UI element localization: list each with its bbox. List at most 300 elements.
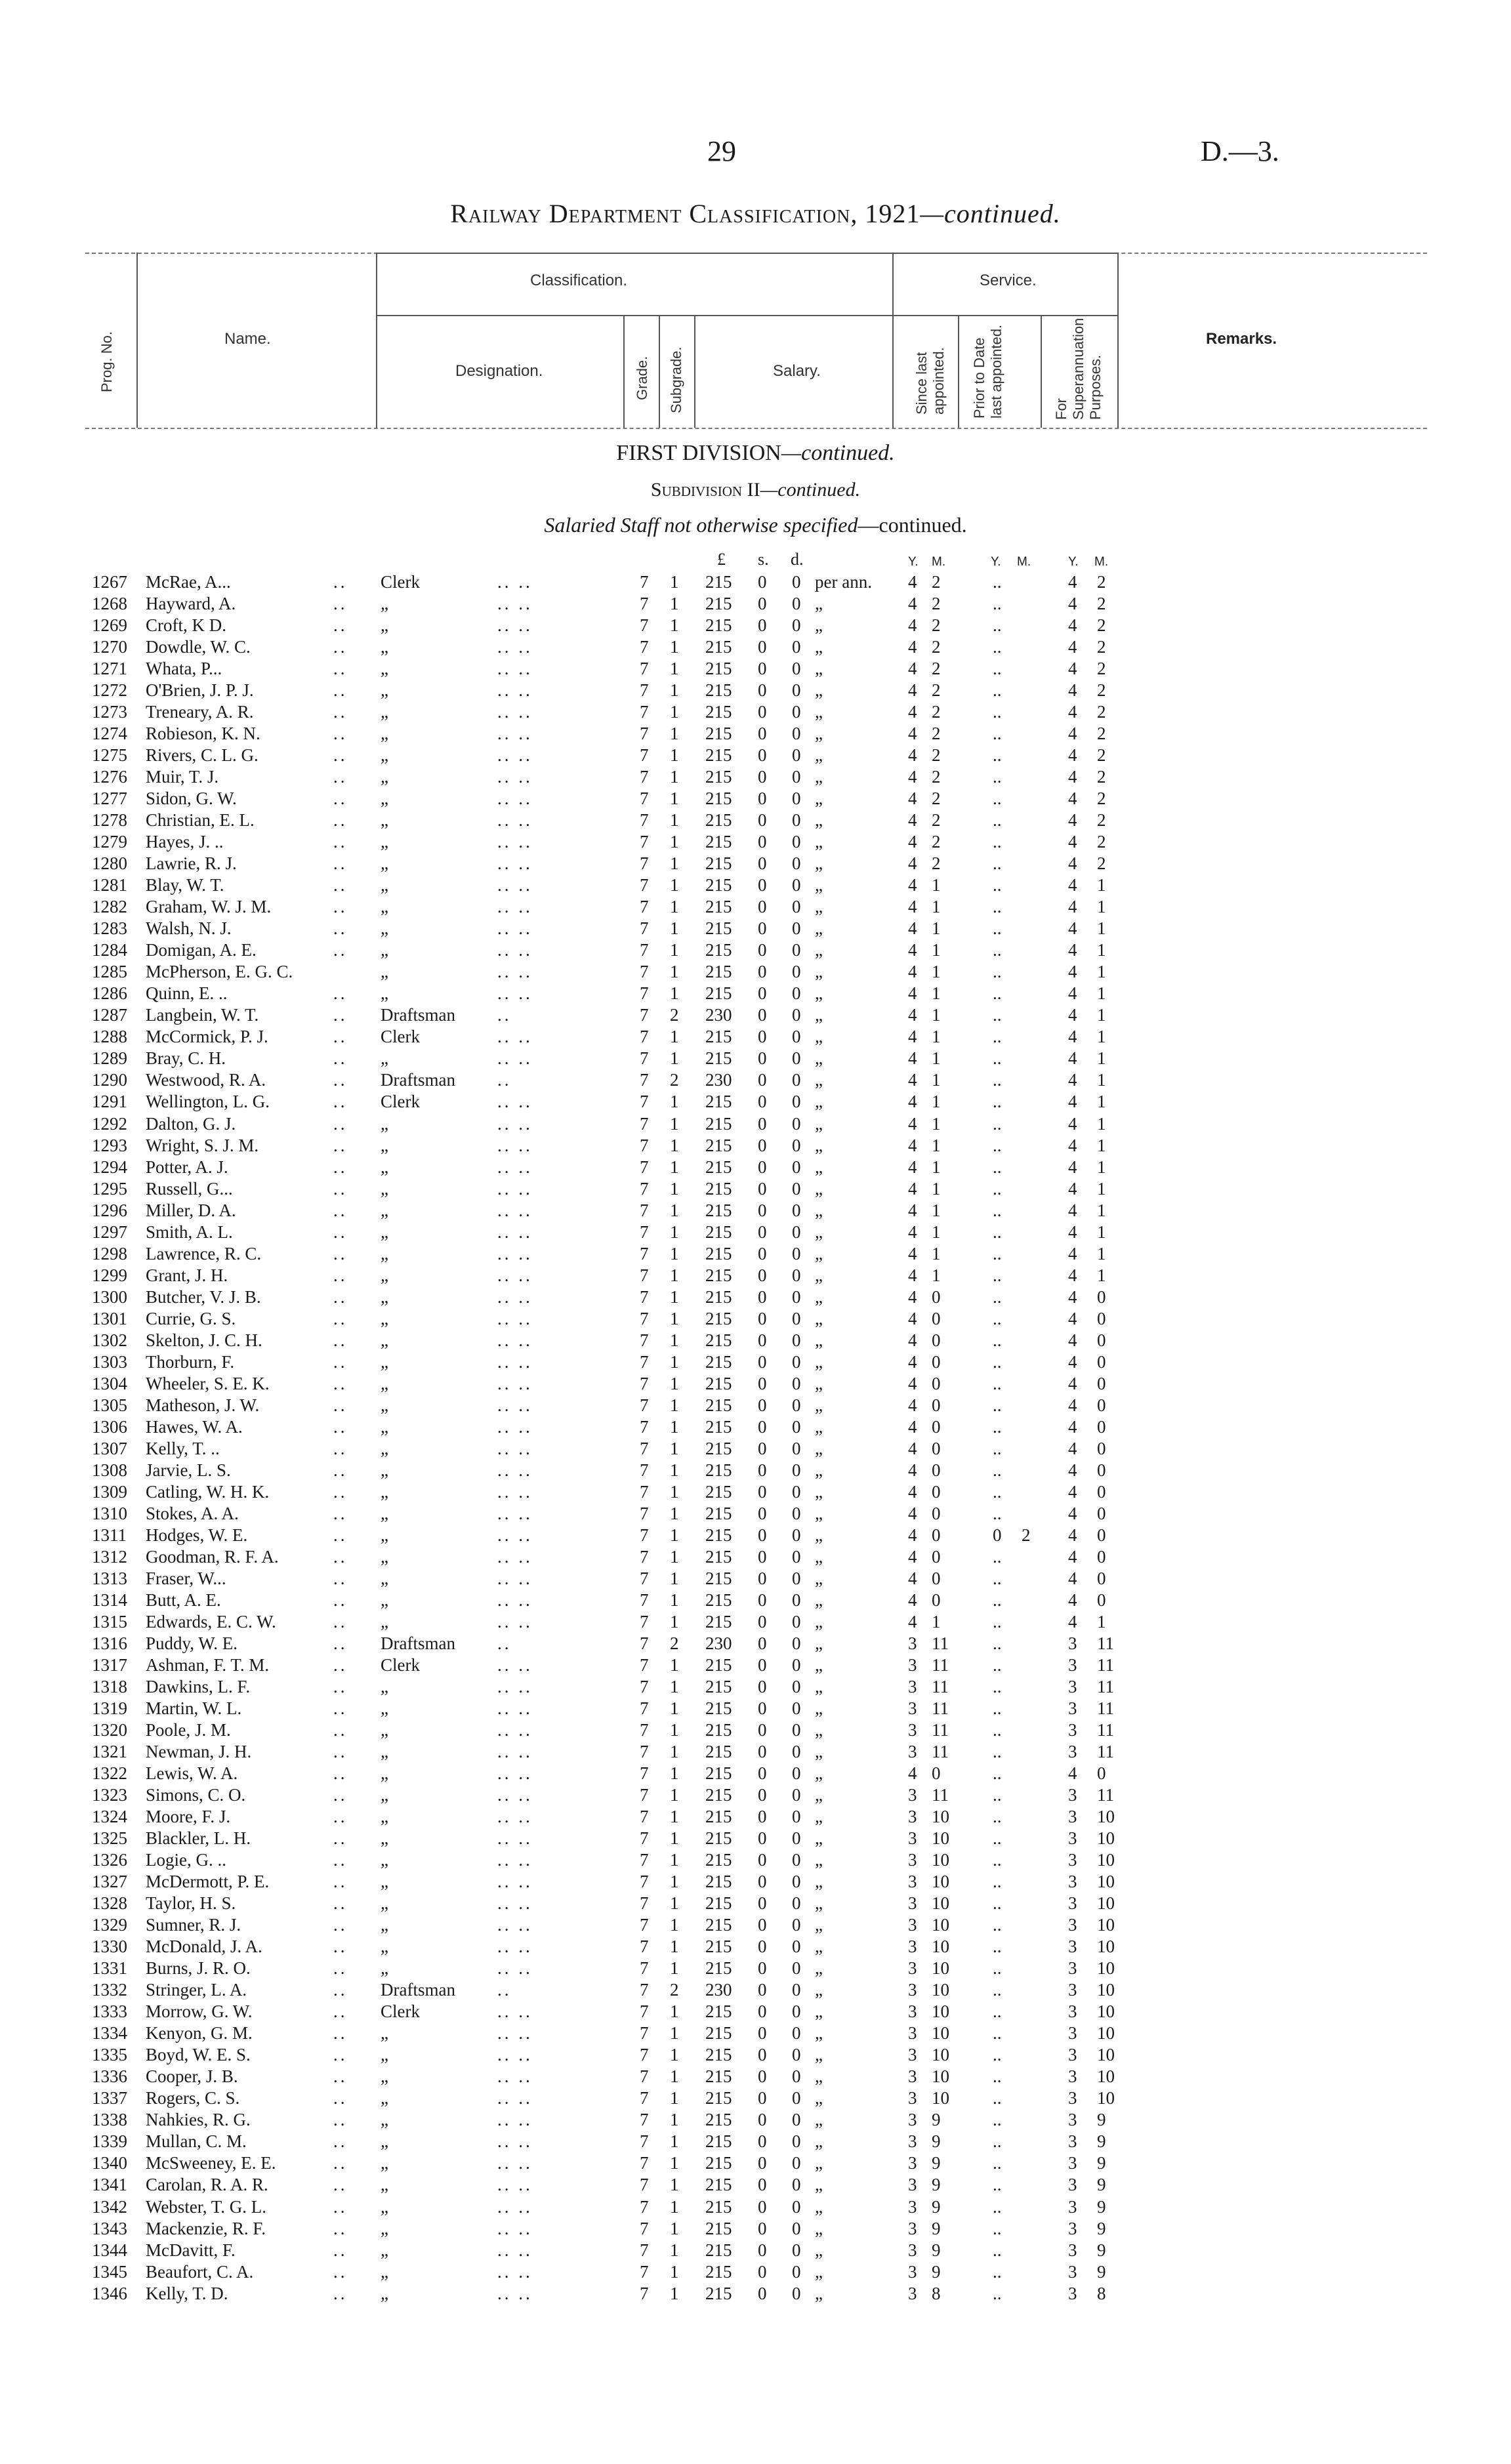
since-months-cell: 1: [932, 940, 941, 960]
salary-period-cell: „: [815, 1980, 823, 2000]
salary-pounds-cell: 215: [705, 1179, 732, 1199]
prog-no-cell: 1306: [92, 1417, 127, 1437]
salary-pence-cell: 0: [792, 1893, 801, 1913]
leader-dots: .. ..: [497, 702, 533, 722]
grade-cell: 7: [640, 1092, 649, 1111]
table-row: [0, 2197, 1511, 2219]
designation-cell: „: [381, 1222, 388, 1242]
prior-years-cell: ..: [993, 1590, 1002, 1610]
leader-dots: ..: [333, 918, 348, 938]
prior-years-cell: ..: [993, 1005, 1002, 1025]
name-cell: Butcher, V. J. B.: [146, 1287, 261, 1307]
salary-pence-cell: 0: [792, 1179, 801, 1199]
since-months-cell: 0: [932, 1460, 941, 1480]
salary-pence-cell: 0: [792, 1525, 801, 1545]
salary-pounds-cell: 215: [705, 1201, 732, 1220]
subgrade-cell: 1: [670, 2023, 679, 2043]
subgrade-cell: 1: [670, 2066, 679, 2086]
prior-years-cell: ..: [993, 1460, 1002, 1480]
salary-pounds-cell: 215: [705, 1612, 732, 1632]
leader-dots: ..: [333, 983, 348, 1003]
since-years-cell: 3: [908, 2240, 917, 2260]
salary-period-cell: „: [815, 1525, 823, 1545]
name-cell: Bray, C. H.: [146, 1048, 226, 1068]
salary-pence-cell: 0: [792, 1265, 801, 1285]
table-row: [0, 1633, 1511, 1655]
salary-pence-cell: 0: [792, 2240, 801, 2260]
salary-period-cell: „: [815, 1482, 823, 1502]
salary-pounds-cell: 215: [705, 724, 732, 743]
since-months-cell: 11: [932, 1655, 949, 1675]
super-months-cell: 2: [1097, 724, 1106, 743]
leader-dots: .. ..: [497, 2262, 533, 2282]
leader-dots: ..: [333, 2240, 348, 2260]
super-years-cell: 4: [1068, 1092, 1077, 1111]
leader-dots: ..: [333, 1504, 348, 1523]
super-years-cell: 4: [1068, 594, 1077, 613]
super-years-cell: 4: [1068, 1048, 1077, 1068]
prog-no-cell: 1299: [92, 1265, 127, 1285]
leader-dots: .. ..: [497, 832, 533, 852]
prior-years-cell: ..: [993, 1439, 1002, 1458]
prior-years-cell: ..: [993, 1893, 1002, 1913]
since-months-cell: 1: [932, 1179, 941, 1199]
table-row: [0, 1048, 1511, 1070]
salary-pence-cell: 0: [792, 1742, 801, 1761]
subdivision-heading: [0, 479, 1511, 501]
designation-cell: Clerk: [381, 1027, 420, 1046]
table-row: [0, 897, 1511, 918]
since-months-cell: 0: [932, 1395, 941, 1415]
designation-cell: „: [381, 1850, 388, 1870]
leader-dots: .. ..: [497, 1092, 533, 1111]
salary-pence-cell: 0: [792, 2023, 801, 2043]
name-cell: Poole, J. M.: [146, 1720, 231, 1740]
salary-period-cell: „: [815, 2023, 823, 2043]
name-cell: Wheeler, S. E. K.: [146, 1374, 270, 1393]
salary-shillings-cell: 0: [758, 1201, 767, 1220]
leader-dots: ..: [497, 1633, 512, 1653]
subgrade-cell: 1: [670, 897, 679, 916]
super-months-cell: 2: [1097, 702, 1106, 722]
salary-period-cell: „: [815, 1850, 823, 1870]
name-cell: Blackler, L. H.: [146, 1828, 251, 1848]
super-months-cell: 11: [1097, 1720, 1114, 1740]
salary-pounds-cell: 215: [705, 1136, 732, 1155]
since-months-cell: 10: [932, 1980, 949, 2000]
grade-cell: 7: [640, 1287, 649, 1307]
salary-shillings-cell: 0: [758, 1742, 767, 1761]
subgrade-cell: 1: [670, 918, 679, 938]
designation-cell: „: [381, 2284, 388, 2303]
salary-pence-cell: 0: [792, 1114, 801, 1134]
subgrade-cell: 1: [670, 1763, 679, 1783]
leader-dots: .. ..: [497, 1460, 533, 1480]
super-months-cell: 9: [1097, 2262, 1106, 2282]
leader-dots: ..: [333, 1222, 348, 1242]
prog-no-cell: 1278: [92, 810, 127, 830]
table-row: [0, 1980, 1511, 2002]
salary-shillings-cell: 0: [758, 572, 767, 592]
designation-cell: Clerk: [381, 1092, 420, 1111]
prog-no-cell: 1289: [92, 1048, 127, 1068]
salary-pounds-cell: 215: [705, 897, 732, 916]
name-cell: Lawrence, R. C.: [146, 1244, 262, 1263]
salary-pence-cell: 0: [792, 2262, 801, 2282]
leader-dots: ..: [333, 1720, 348, 1740]
salary-pounds-cell: 215: [705, 1222, 732, 1242]
subgrade-cell: 1: [670, 1201, 679, 1220]
salary-period-cell: „: [815, 2153, 823, 2173]
prog-no-cell: 1342: [92, 2197, 127, 2217]
leader-dots: .. ..: [497, 659, 533, 678]
super-months-cell: 8: [1097, 2284, 1106, 2303]
super-months-cell: 0: [1097, 1525, 1106, 1545]
salary-pounds-cell: 215: [705, 2023, 732, 2043]
unit-pound: £: [717, 550, 726, 569]
prior-years-cell: ..: [993, 1179, 1002, 1199]
grade-cell: 7: [640, 1698, 649, 1718]
leader-dots: ..: [333, 832, 348, 852]
salary-pence-cell: 0: [792, 810, 801, 830]
super-years-cell: 4: [1068, 572, 1077, 592]
salary-pounds-cell: 215: [705, 1157, 732, 1177]
super-months-cell: 1: [1097, 983, 1106, 1003]
subgrade-cell: 1: [670, 810, 679, 830]
grade-cell: 7: [640, 853, 649, 873]
grade-cell: 7: [640, 2023, 649, 2043]
salary-period-cell: „: [815, 1309, 823, 1328]
leader-dots: .. ..: [497, 1482, 533, 1502]
table-row: [0, 1352, 1511, 1374]
salary-pounds-cell: 215: [705, 680, 732, 700]
prog-no-cell: 1312: [92, 1547, 127, 1567]
designation-cell: „: [381, 1915, 388, 1935]
subgrade-cell: 1: [670, 1136, 679, 1155]
since-months-cell: 9: [932, 2175, 941, 2194]
name-cell: McDermott, P. E.: [146, 1872, 270, 1891]
designation-cell: „: [381, 832, 388, 852]
leader-dots: ..: [333, 810, 348, 830]
salary-shillings-cell: 0: [758, 1070, 767, 1090]
leader-dots: ..: [333, 2219, 348, 2238]
leader-dots: ..: [333, 1937, 348, 1956]
salary-pounds-cell: 215: [705, 1525, 732, 1545]
prior-years-cell: ..: [993, 1374, 1002, 1393]
since-months-cell: 2: [932, 832, 941, 852]
leader-dots: ..: [333, 572, 348, 592]
salary-pence-cell: 0: [792, 1612, 801, 1632]
subgrade-cell: 1: [670, 1048, 679, 1068]
leader-dots: .. ..: [497, 962, 533, 981]
super-months-cell: 0: [1097, 1374, 1106, 1393]
designation-cell: „: [381, 810, 388, 830]
prior-years-cell: ..: [993, 853, 1002, 873]
since-years-cell: 3: [908, 1742, 917, 1761]
since-years-cell: 4: [908, 1352, 917, 1372]
table-row: [0, 1590, 1511, 1612]
prog-no-cell: 1309: [92, 1482, 127, 1502]
table-row: [0, 1893, 1511, 1915]
name-cell: Simons, C. O.: [146, 1785, 246, 1805]
grade-cell: 7: [640, 767, 649, 787]
super-years-cell: 4: [1068, 1417, 1077, 1437]
super-years-cell: 4: [1068, 767, 1077, 787]
salary-pounds-cell: 215: [705, 2219, 732, 2238]
designation-cell: „: [381, 1504, 388, 1523]
salary-period-cell: „: [815, 1005, 823, 1025]
salary-pounds-cell: 215: [705, 810, 732, 830]
super-years-cell: 3: [1068, 2066, 1077, 2086]
super-months-cell: 1: [1097, 1157, 1106, 1177]
designation-cell: „: [381, 1201, 388, 1220]
name-cell: Mullan, C. M.: [146, 2131, 247, 2151]
salary-period-cell: „: [815, 1893, 823, 1913]
salary-shillings-cell: 0: [758, 1937, 767, 1956]
super-months-cell: 1: [1097, 1222, 1106, 1242]
salary-pence-cell: 0: [792, 1720, 801, 1740]
unit-since-years: Y.: [908, 555, 919, 569]
since-years-cell: 4: [908, 1070, 917, 1090]
super-years-cell: 4: [1068, 1265, 1077, 1285]
super-months-cell: 2: [1097, 810, 1106, 830]
super-months-cell: 11: [1097, 1677, 1114, 1696]
salary-pence-cell: 0: [792, 1395, 801, 1415]
division-suffix: —continued.: [781, 441, 895, 465]
salary-shillings-cell: 0: [758, 1915, 767, 1935]
table-row: [0, 745, 1511, 767]
since-months-cell: 1: [932, 918, 941, 938]
name-cell: Kelly, T. ..: [146, 1439, 220, 1458]
since-months-cell: 0: [932, 1525, 941, 1545]
grade-cell: 7: [640, 1958, 649, 1978]
leader-dots: .. ..: [497, 1720, 533, 1740]
designation-cell: „: [381, 1763, 388, 1783]
designation-cell: „: [381, 1547, 388, 1567]
grade-cell: 7: [640, 1872, 649, 1891]
subgrade-cell: 1: [670, 1309, 679, 1328]
super-years-cell: 4: [1068, 1201, 1077, 1220]
grade-cell: 7: [640, 1677, 649, 1696]
salary-period-cell: „: [815, 1547, 823, 1567]
leader-dots: ..: [333, 2002, 348, 2021]
since-years-cell: 4: [908, 1027, 917, 1046]
prior-years-cell: ..: [993, 1504, 1002, 1523]
since-years-cell: 4: [908, 1309, 917, 1328]
name-cell: McPherson, E. G. C.: [146, 962, 293, 981]
subgrade-cell: 1: [670, 2002, 679, 2021]
super-months-cell: 11: [1097, 1633, 1114, 1653]
salary-shillings-cell: 0: [758, 2197, 767, 2217]
subgrade-cell: 1: [670, 1504, 679, 1523]
salary-pounds-cell: 215: [705, 1287, 732, 1307]
leader-dots: ..: [333, 1027, 348, 1046]
salary-pence-cell: 0: [792, 2219, 801, 2238]
prog-no-cell: 1305: [92, 1395, 127, 1415]
table-row: [0, 789, 1511, 810]
since-years-cell: 3: [908, 1785, 917, 1805]
since-months-cell: 9: [932, 2262, 941, 2282]
salary-shillings-cell: 0: [758, 1114, 767, 1134]
table-row: [0, 2153, 1511, 2175]
salary-pounds-cell: 215: [705, 1504, 732, 1523]
table-row: [0, 2066, 1511, 2088]
leader-dots: .. ..: [497, 918, 533, 938]
leader-dots: .. ..: [497, 1850, 533, 1870]
vrule-name: [376, 253, 377, 428]
salary-pounds-cell: 215: [705, 2240, 732, 2260]
prior-years-cell: ..: [993, 1850, 1002, 1870]
subgrade-cell: 1: [670, 832, 679, 852]
since-years-cell: 4: [908, 1005, 917, 1025]
prior-years-cell: ..: [993, 897, 1002, 916]
prog-no-cell: 1340: [92, 2153, 127, 2173]
since-months-cell: 9: [932, 2240, 941, 2260]
salary-pounds-cell: 215: [705, 1048, 732, 1068]
salary-pence-cell: 0: [792, 1070, 801, 1090]
salary-shillings-cell: 0: [758, 962, 767, 981]
prior-years-cell: ..: [993, 1482, 1002, 1502]
leader-dots: ..: [333, 1742, 348, 1761]
salary-shillings-cell: 0: [758, 1179, 767, 1199]
leader-dots: ..: [333, 1633, 348, 1653]
salary-pence-cell: 0: [792, 1244, 801, 1263]
super-months-cell: 1: [1097, 1179, 1106, 1199]
table-row: [0, 1807, 1511, 1828]
super-months-cell: 0: [1097, 1460, 1106, 1480]
prog-no-cell: 1296: [92, 1201, 127, 1220]
name-cell: McCormick, P. J.: [146, 1027, 268, 1046]
super-months-cell: 1: [1097, 1005, 1106, 1025]
grade-cell: 7: [640, 2284, 649, 2303]
designation-cell: „: [381, 724, 388, 743]
grade-cell: 7: [640, 1395, 649, 1415]
salary-shillings-cell: 0: [758, 1244, 767, 1263]
salary-shillings-cell: 0: [758, 1655, 767, 1675]
table-row: [0, 1958, 1511, 1980]
salary-shillings-cell: 0: [758, 1612, 767, 1632]
since-months-cell: 0: [932, 1287, 941, 1307]
salary-shillings-cell: 0: [758, 1265, 767, 1285]
header-prior-to: Prior to Date last appointed.: [971, 324, 1004, 419]
salary-pence-cell: 0: [792, 789, 801, 808]
subgrade-cell: 1: [670, 1677, 679, 1696]
salary-pounds-cell: 215: [705, 1374, 732, 1393]
designation-cell: „: [381, 940, 388, 960]
leader-dots: .. ..: [497, 1048, 533, 1068]
designation-cell: „: [381, 1698, 388, 1718]
leader-dots: ..: [333, 1092, 348, 1111]
table-row: [0, 2131, 1511, 2153]
since-months-cell: 2: [932, 789, 941, 808]
table-row: [0, 1201, 1511, 1222]
table-row: [0, 2219, 1511, 2240]
since-months-cell: 10: [932, 1807, 949, 1826]
salary-period-cell: „: [815, 659, 823, 678]
name-cell: Muir, T. J.: [146, 767, 219, 787]
prior-years-cell: ..: [993, 2066, 1002, 2086]
since-years-cell: 4: [908, 1439, 917, 1458]
salary-period-cell: „: [815, 1633, 823, 1653]
prior-years-cell: ..: [993, 1048, 1002, 1068]
table-row: [0, 1244, 1511, 1265]
table-row: [0, 1569, 1511, 1590]
grade-cell: 7: [640, 1807, 649, 1826]
super-years-cell: 4: [1068, 1482, 1077, 1502]
super-years-cell: 4: [1068, 1222, 1077, 1242]
salary-period-cell: „: [815, 853, 823, 873]
leader-dots: ..: [333, 1612, 348, 1632]
super-years-cell: 4: [1068, 1352, 1077, 1372]
name-cell: Newman, J. H.: [146, 1742, 252, 1761]
prior-years-cell: ..: [993, 1698, 1002, 1718]
prior-years-cell: ..: [993, 2175, 1002, 2194]
prog-no-cell: 1274: [92, 724, 127, 743]
title-suffix: —continued.: [920, 199, 1061, 228]
since-years-cell: 4: [908, 1265, 917, 1285]
prog-no-cell: 1301: [92, 1309, 127, 1328]
table-row: [0, 2175, 1511, 2196]
designation-cell: „: [381, 1309, 388, 1328]
name-cell: Skelton, J. C. H.: [146, 1330, 262, 1350]
salary-period-cell: „: [815, 1828, 823, 1848]
super-years-cell: 3: [1068, 1850, 1077, 1870]
super-months-cell: 11: [1097, 1785, 1114, 1805]
since-months-cell: 9: [932, 2153, 941, 2173]
subgrade-cell: 1: [670, 1547, 679, 1567]
salary-pounds-cell: 215: [705, 1569, 732, 1588]
table-row: [0, 810, 1511, 832]
table-row: [0, 1698, 1511, 1720]
super-years-cell: 3: [1068, 2175, 1077, 2194]
salary-pence-cell: 0: [792, 1157, 801, 1177]
designation-cell: „: [381, 2131, 388, 2151]
leader-dots: ..: [333, 1872, 348, 1891]
prior-years-cell: ..: [993, 1244, 1002, 1263]
name-cell: Burns, J. R. O.: [146, 1958, 251, 1978]
salary-period-cell: „: [815, 832, 823, 852]
since-years-cell: 4: [908, 702, 917, 722]
subgrade-cell: 2: [670, 1980, 679, 2000]
leader-dots: ..: [333, 1201, 348, 1220]
since-months-cell: 1: [932, 1027, 941, 1046]
salary-pence-cell: 0: [792, 2088, 801, 2108]
designation-cell: „: [381, 1460, 388, 1480]
leader-dots: .. ..: [497, 1222, 533, 1242]
subgrade-cell: 1: [670, 680, 679, 700]
grade-cell: 7: [640, 1309, 649, 1328]
prog-no-cell: 1323: [92, 1785, 127, 1805]
table-row: [0, 594, 1511, 615]
unit-super-months: M.: [1094, 555, 1109, 569]
salary-pounds-cell: 215: [705, 962, 732, 981]
salary-pounds-cell: 215: [705, 1114, 732, 1134]
leader-dots: .. ..: [497, 897, 533, 916]
grade-cell: 7: [640, 2045, 649, 2064]
salary-pence-cell: 0: [792, 1417, 801, 1437]
salary-period-cell: „: [815, 1157, 823, 1177]
salary-shillings-cell: 0: [758, 789, 767, 808]
subgrade-cell: 1: [670, 1157, 679, 1177]
super-years-cell: 4: [1068, 1114, 1077, 1134]
leader-dots: ..: [333, 875, 348, 895]
super-years-cell: 3: [1068, 2045, 1077, 2064]
super-years-cell: 3: [1068, 2002, 1077, 2021]
salary-pounds-cell: 215: [705, 2110, 732, 2129]
salary-period-cell: „: [815, 1958, 823, 1978]
designation-cell: Clerk: [381, 572, 420, 592]
subgrade-cell: 1: [670, 1958, 679, 1978]
